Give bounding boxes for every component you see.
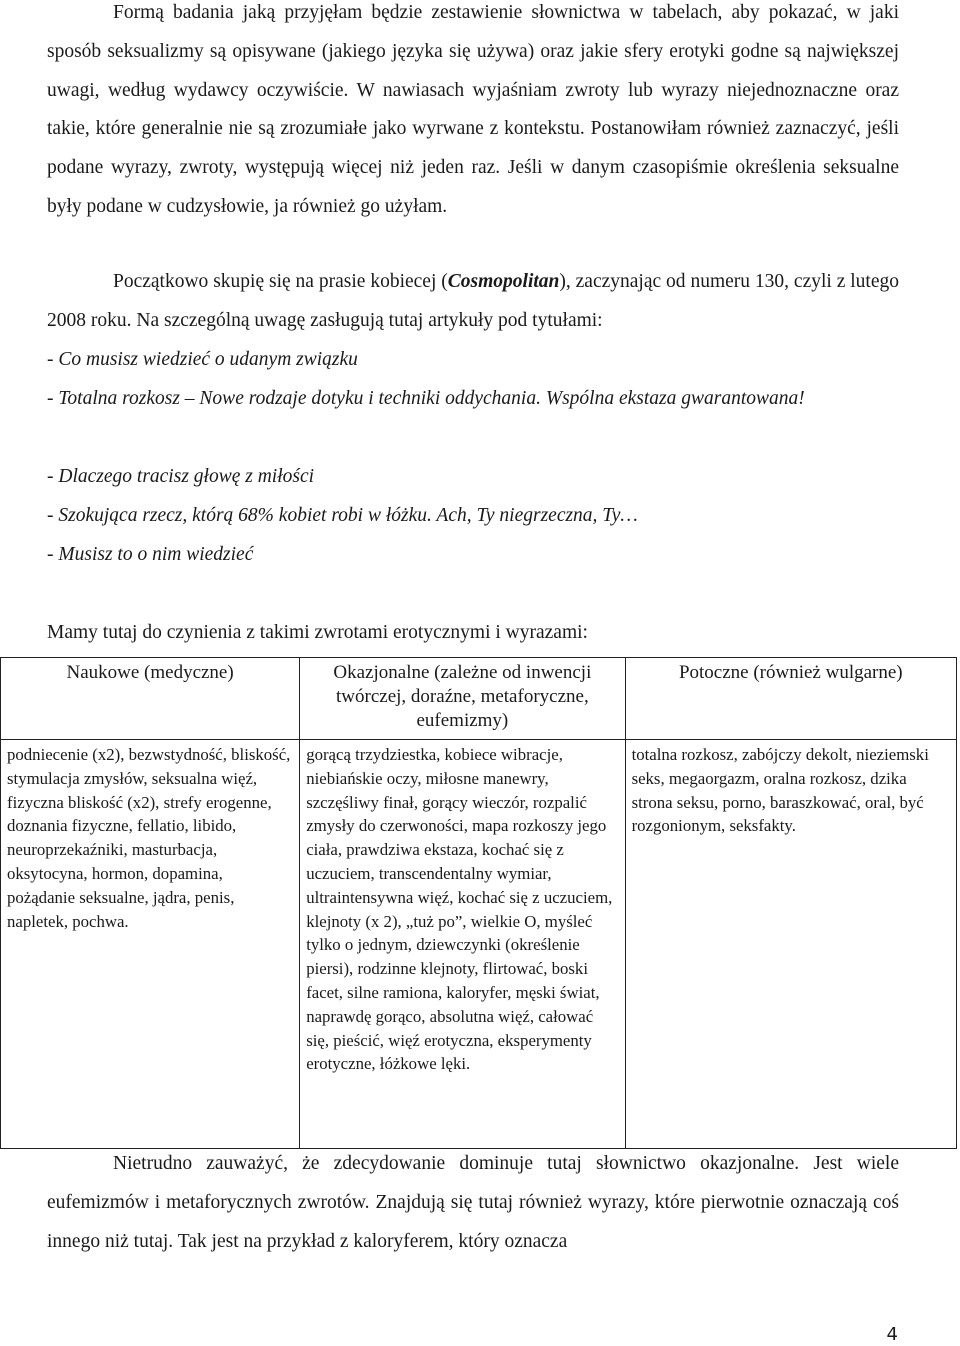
closing-paragraph: Nietrudno zauważyć, że zdecydowanie dominuje tutaj słownictwo okazjonalne. Jest wiele eufemizmów i metaforycznych zwrotów. Znajdują się tutaj również wyrazy, które pierwotnie oznaczają coś innego niż tutaj. Tak jest na przykład z kaloryferem, który oznacza <box>47 1153 899 1252</box>
table-intro: Mamy tutaj do czynienia z takimi zwrotami erotycznymi i wyrazami: <box>47 622 588 643</box>
intro-paragraph-2-end: ), zaczynając od numeru 130, czyli z lutego 2008 roku. Na szczególną uwagę zasługują tutaj artykuły pod tytułami: <box>47 271 899 331</box>
cell-occasional: gorącą trzydziestka, kobiece wibracje, niebiańskie oczy, miłosne manewry, szczęśliwy finał, gorący wieczór, rozpalić zmysły do czerwoności, mapa rozkoszy jego ciała, prawdziwa ekstaza, kochać się z uczuciem, transcendentalny wymiar, ultraintensywna więź, kochać się z uczuciem, klejnoty (x 2), „tuż po”, wielkie O, myśleć tylko o jednym, dziewczynki (określenie piersi), rodzinne klejnoty, flirtować, boski facet, silne ramiona, kaloryfer, męski świat, naprawdę gorąco, absolutna więź, całować się, pieścić, więź erotyczna, eksperymenty erotyczne, łóżkowe lęki. <box>300 740 625 1149</box>
intro-paragraph-2-start: Początkowo skupię się na prasie kobiecej ( <box>113 271 448 292</box>
table-row <box>1 740 957 1149</box>
intro-paragraph-2 <box>47 263 899 341</box>
article-title-5: - Musisz to o nim wiedzieć <box>47 544 254 565</box>
table-header-row <box>1 658 957 740</box>
article-title-3: - Dlaczego tracisz głowę z miłości <box>47 466 315 487</box>
article-title-2: - Totalna rozkosz – Nowe rodzaje dotyku i techniki oddychania. Wspólna ekstaza gwarantowana! <box>47 388 805 409</box>
magazine-title: Cosmopolitan <box>447 271 560 292</box>
article-title-1: - Co musisz wiedzieć o udanym związku <box>47 349 358 370</box>
intro-paragraph-1: Formą badania jaką przyjęłam będzie zestawienie słownictwa w tabelach, aby pokazać, w jaki sposób seksualizmy są opisywane (jakiego języka się używa) oraz jakie sfery erotyki godne są największej uwagi, według wydawcy oczywiście. W nawiasach wyjaśniam zwroty lub wyrazy niejednoznaczne oraz takie, które generalnie nie są zrozumiałe jako wyrwane z kontekstu. Postanowiłam również zaznaczyć, jeśli podane wyrazy, zwroty, występują więcej niż jeden raz. Jeśli w danym czasopiśmie określenia seksualne były podane w cudzysłowie, ja również go użyłam. <box>47 2 899 217</box>
page-number: 4 <box>886 1324 898 1345</box>
vocabulary-table <box>0 657 957 1149</box>
header-colloquial: Potoczne (również wulgarne) <box>625 658 956 740</box>
header-scientific: Naukowe (medyczne) <box>1 658 300 740</box>
header-occasional: Okazjonalne (zależne od inwencji twórczej, doraźne, metaforyczne, eufemizmy) <box>300 658 625 740</box>
cell-scientific: podniecenie (x2), bezwstydność, bliskość, stymulacja zmysłów, seksualna więź, fizyczna bliskość (x2), strefy erogenne, doznania fizyczne, fellatio, libido, neuroprzekaźniki, masturbacja, oksytocyna, hormon, dopamina, pożądanie seksualne, jądra, penis, napletek, pochwa. <box>1 740 300 1149</box>
cell-colloquial: totalna rozkosz, zabójczy dekolt, nieziemski seks, megaorgazm, oralna rozkosz, dzika strona seksu, porno, baraszkować, oral, być rozgonionym, seksfakty. <box>625 740 956 1149</box>
article-title-4: - Szokująca rzecz, którą 68% kobiet robi w łóżku. Ach, Ty niegrzeczna, Ty… <box>47 505 638 526</box>
